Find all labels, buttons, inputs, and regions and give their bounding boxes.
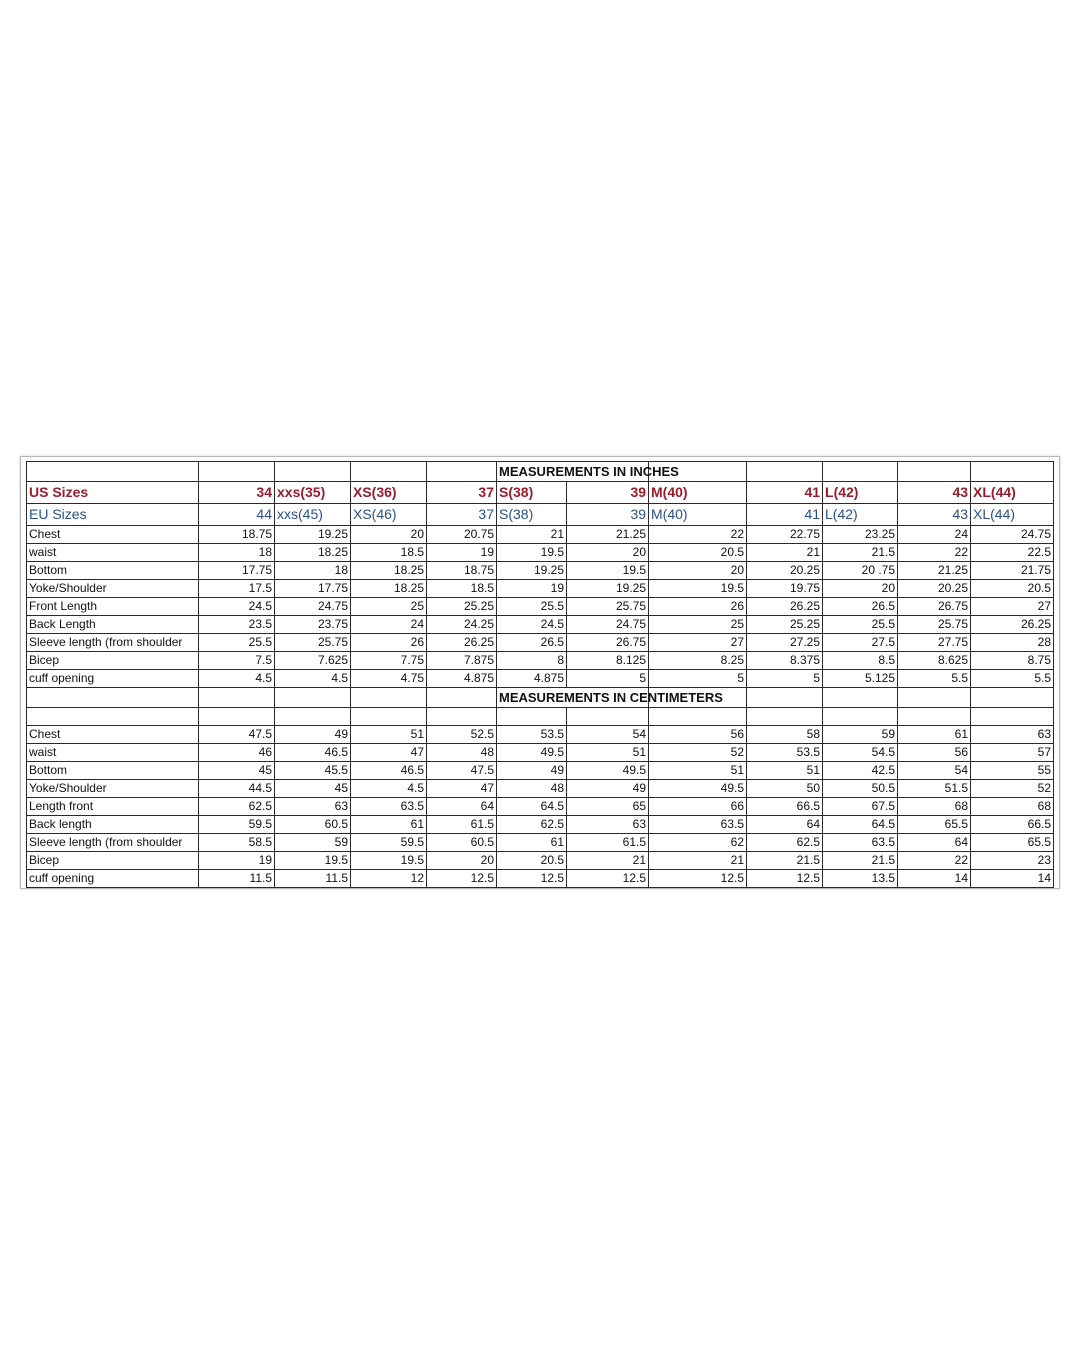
measurement-value: 51 <box>351 726 427 744</box>
measurement-value: 20.5 <box>649 544 747 562</box>
measurement-value: 45 <box>199 762 275 780</box>
measurement-value: 13.5 <box>823 870 898 888</box>
measurement-label: Sleeve length (from shoulder <box>27 834 199 852</box>
measurement-value: 58 <box>747 726 823 744</box>
measurement-row <box>27 744 1054 762</box>
measurement-value: 27.75 <box>898 634 971 652</box>
measurement-value: 19.5 <box>275 852 351 870</box>
measurement-value: 44.5 <box>199 780 275 798</box>
measurement-value: 14 <box>898 870 971 888</box>
measurement-value: 4.5 <box>275 670 351 688</box>
size-chart-body <box>27 462 1054 888</box>
measurement-value: 8.125 <box>567 652 649 670</box>
measurement-value: 18.75 <box>427 562 497 580</box>
measurement-row <box>27 598 1054 616</box>
empty-cell <box>351 462 427 482</box>
measurement-value: 8.75 <box>971 652 1054 670</box>
measurement-value: 7.75 <box>351 652 427 670</box>
measurement-label: Chest <box>27 526 199 544</box>
size-chart-sheet <box>21 457 1059 888</box>
measurement-row <box>27 544 1054 562</box>
measurement-value: 20 <box>823 580 898 598</box>
empty-cell <box>497 708 567 726</box>
measurement-label: waist <box>27 744 199 762</box>
measurement-value: 18.75 <box>199 526 275 544</box>
measurement-value: 63 <box>275 798 351 816</box>
us-size-cell: XL(44) <box>971 482 1054 504</box>
measurement-value: 24 <box>898 526 971 544</box>
empty-cell <box>898 688 971 708</box>
measurement-value: 25.75 <box>567 598 649 616</box>
empty-cell <box>823 462 898 482</box>
measurement-value: 25.5 <box>497 598 567 616</box>
measurement-value: 51.5 <box>898 780 971 798</box>
empty-cell <box>747 688 823 708</box>
eu-size-cell: xxs(45) <box>275 504 351 526</box>
measurement-value: 22.75 <box>747 526 823 544</box>
measurement-value: 22.5 <box>971 544 1054 562</box>
measurement-value: 12.5 <box>649 870 747 888</box>
measurement-value: 19 <box>199 852 275 870</box>
measurement-value: 12 <box>351 870 427 888</box>
empty-cell <box>199 462 275 482</box>
measurement-value: 25.75 <box>898 616 971 634</box>
measurement-value: 52.5 <box>427 726 497 744</box>
measurement-value: 46.5 <box>351 762 427 780</box>
measurement-value: 49 <box>275 726 351 744</box>
us-size-cell: 34 <box>199 482 275 504</box>
measurement-value: 25 <box>351 598 427 616</box>
measurement-value: 59 <box>275 834 351 852</box>
measurement-value: 5.125 <box>823 670 898 688</box>
empty-cell <box>199 708 275 726</box>
measurement-value: 42.5 <box>823 762 898 780</box>
measurement-value: 17.75 <box>275 580 351 598</box>
measurement-value: 8.375 <box>747 652 823 670</box>
measurement-value: 19 <box>427 544 497 562</box>
measurement-label: Bottom <box>27 562 199 580</box>
eu-size-cell: XS(46) <box>351 504 427 526</box>
measurement-label: Front Length <box>27 598 199 616</box>
us-size-cell: XS(36) <box>351 482 427 504</box>
measurement-value: 8 <box>497 652 567 670</box>
measurement-value: 51 <box>567 744 649 762</box>
measurement-value: 66.5 <box>747 798 823 816</box>
measurement-value: 26.5 <box>497 634 567 652</box>
measurement-value: 21 <box>567 852 649 870</box>
us-size-cell: 43 <box>898 482 971 504</box>
measurement-value: 49.5 <box>567 762 649 780</box>
measurement-label: waist <box>27 544 199 562</box>
empty-cell <box>351 708 427 726</box>
measurement-value: 21.75 <box>971 562 1054 580</box>
measurement-value: 7.875 <box>427 652 497 670</box>
measurement-value: 63 <box>971 726 1054 744</box>
measurement-value: 25.5 <box>823 616 898 634</box>
empty-cell <box>275 708 351 726</box>
measurement-row <box>27 870 1054 888</box>
us-size-cell: M(40) <box>649 482 747 504</box>
us-size-cell: xxs(35) <box>275 482 351 504</box>
measurement-value: 45.5 <box>275 762 351 780</box>
measurement-value: 60.5 <box>275 816 351 834</box>
measurement-value: 64 <box>898 834 971 852</box>
measurement-value: 63.5 <box>649 816 747 834</box>
measurement-value: 48 <box>427 744 497 762</box>
measurement-value: 5 <box>649 670 747 688</box>
measurement-value: 23.75 <box>275 616 351 634</box>
empty-cell <box>898 462 971 482</box>
empty-cell <box>27 688 199 708</box>
measurement-row <box>27 834 1054 852</box>
measurement-value: 65 <box>567 798 649 816</box>
measurement-label: Bottom <box>27 762 199 780</box>
empty-cell <box>427 688 497 708</box>
measurement-row <box>27 580 1054 598</box>
measurement-value: 19.5 <box>649 580 747 598</box>
empty-cell <box>27 708 199 726</box>
measurement-value: 18.5 <box>427 580 497 598</box>
measurement-value: 4.875 <box>497 670 567 688</box>
empty-cell <box>971 688 1054 708</box>
measurement-value: 65.5 <box>971 834 1054 852</box>
measurement-value: 58.5 <box>199 834 275 852</box>
empty-cell <box>275 688 351 708</box>
measurement-value: 47 <box>427 780 497 798</box>
measurement-value: 61 <box>497 834 567 852</box>
measurement-value: 8.625 <box>898 652 971 670</box>
eu-size-cell: 43 <box>898 504 971 526</box>
measurement-value: 51 <box>649 762 747 780</box>
measurement-value: 5.5 <box>898 670 971 688</box>
measurement-value: 61 <box>898 726 971 744</box>
measurement-value: 23.25 <box>823 526 898 544</box>
measurement-value: 26.25 <box>427 634 497 652</box>
measurement-value: 27.25 <box>747 634 823 652</box>
measurement-value: 62.5 <box>497 816 567 834</box>
measurement-value: 18.25 <box>275 544 351 562</box>
empty-cell <box>649 708 747 726</box>
measurement-value: 19.25 <box>497 562 567 580</box>
measurement-value: 24.75 <box>971 526 1054 544</box>
section-title: MEASUREMENTS IN INCHES <box>497 462 649 482</box>
measurement-value: 19.5 <box>497 544 567 562</box>
measurement-value: 23.5 <box>199 616 275 634</box>
measurement-value: 19.75 <box>747 580 823 598</box>
measurement-label: cuff opening <box>27 670 199 688</box>
us-size-cell: 37 <box>427 482 497 504</box>
measurement-value: 25.25 <box>427 598 497 616</box>
measurement-value: 57 <box>971 744 1054 762</box>
measurement-value: 20 <box>427 852 497 870</box>
measurement-value: 62.5 <box>199 798 275 816</box>
eu-size-cell: L(42) <box>823 504 898 526</box>
eu-size-cell: 39 <box>567 504 649 526</box>
measurement-value: 59.5 <box>351 834 427 852</box>
measurement-value: 64 <box>747 816 823 834</box>
eu-sizes-row-label: EU Sizes <box>27 504 199 526</box>
measurement-value: 63.5 <box>823 834 898 852</box>
empty-cell <box>427 708 497 726</box>
measurement-value: 64 <box>427 798 497 816</box>
measurement-value: 24.5 <box>497 616 567 634</box>
measurement-label: Bicep <box>27 852 199 870</box>
measurement-value: 25.25 <box>747 616 823 634</box>
measurement-value: 27.5 <box>823 634 898 652</box>
measurement-value: 56 <box>898 744 971 762</box>
measurement-value: 26.5 <box>823 598 898 616</box>
measurement-value: 66.5 <box>971 816 1054 834</box>
measurement-value: 50 <box>747 780 823 798</box>
us-sizes-row-label: US Sizes <box>27 482 199 504</box>
measurement-row <box>27 634 1054 652</box>
empty-cell <box>747 462 823 482</box>
empty-cell <box>823 688 898 708</box>
measurement-value: 54 <box>567 726 649 744</box>
measurement-value: 8.25 <box>649 652 747 670</box>
measurement-value: 26 <box>351 634 427 652</box>
measurement-value: 8.5 <box>823 652 898 670</box>
measurement-value: 53.5 <box>747 744 823 762</box>
measurement-value: 55 <box>971 762 1054 780</box>
measurement-value: 20 <box>649 562 747 580</box>
measurement-value: 26.75 <box>898 598 971 616</box>
us-size-cell: L(42) <box>823 482 898 504</box>
measurement-value: 27 <box>971 598 1054 616</box>
measurement-label: Yoke/Shoulder <box>27 580 199 598</box>
measurement-value: 7.625 <box>275 652 351 670</box>
measurement-value: 25.5 <box>199 634 275 652</box>
measurement-value: 21.5 <box>823 852 898 870</box>
blank-row <box>27 708 1054 726</box>
measurement-value: 61.5 <box>567 834 649 852</box>
size-chart-table <box>26 461 1054 888</box>
measurement-row <box>27 816 1054 834</box>
measurement-value: 12.5 <box>427 870 497 888</box>
measurement-value: 24.75 <box>567 616 649 634</box>
eu-sizes-row <box>27 504 1054 526</box>
measurement-value: 18 <box>199 544 275 562</box>
measurement-value: 22 <box>649 526 747 544</box>
measurement-value: 61.5 <box>427 816 497 834</box>
measurement-value: 20 <box>351 526 427 544</box>
measurement-row <box>27 562 1054 580</box>
measurement-value: 24.75 <box>275 598 351 616</box>
measurement-row <box>27 852 1054 870</box>
measurement-value: 4.75 <box>351 670 427 688</box>
us-sizes-row <box>27 482 1054 504</box>
measurement-value: 19.5 <box>351 852 427 870</box>
eu-size-cell: M(40) <box>649 504 747 526</box>
measurement-value: 20 <box>567 544 649 562</box>
measurement-label: Chest <box>27 726 199 744</box>
measurement-value: 26.75 <box>567 634 649 652</box>
measurement-value: 17.75 <box>199 562 275 580</box>
measurement-value: 47.5 <box>427 762 497 780</box>
measurement-value: 19 <box>497 580 567 598</box>
measurement-value: 20.25 <box>747 562 823 580</box>
us-size-cell: S(38) <box>497 482 567 504</box>
measurement-value: 49 <box>497 762 567 780</box>
measurement-label: Sleeve length (from shoulder <box>27 634 199 652</box>
measurement-value: 12.5 <box>747 870 823 888</box>
measurement-value: 24.25 <box>427 616 497 634</box>
measurement-value: 19.5 <box>567 562 649 580</box>
measurement-value: 5.5 <box>971 670 1054 688</box>
measurement-label: Back Length <box>27 616 199 634</box>
measurement-value: 54 <box>898 762 971 780</box>
empty-cell <box>567 708 649 726</box>
measurement-value: 65.5 <box>898 816 971 834</box>
empty-cell <box>747 708 823 726</box>
measurement-label: Yoke/Shoulder <box>27 780 199 798</box>
us-size-cell: 39 <box>567 482 649 504</box>
empty-cell <box>351 688 427 708</box>
measurement-value: 47 <box>351 744 427 762</box>
measurement-value: 22 <box>898 852 971 870</box>
measurement-value: 66 <box>649 798 747 816</box>
measurement-value: 59 <box>823 726 898 744</box>
measurement-value: 68 <box>971 798 1054 816</box>
measurement-value: 18.25 <box>351 580 427 598</box>
us-size-cell: 41 <box>747 482 823 504</box>
empty-cell <box>898 708 971 726</box>
measurement-value: 19.25 <box>567 580 649 598</box>
measurement-value: 48 <box>497 780 567 798</box>
measurement-label: Bicep <box>27 652 199 670</box>
measurement-value: 49 <box>567 780 649 798</box>
measurement-value: 50.5 <box>823 780 898 798</box>
eu-size-cell: XL(44) <box>971 504 1054 526</box>
eu-size-cell: 44 <box>199 504 275 526</box>
measurement-value: 60.5 <box>427 834 497 852</box>
measurement-value: 20.5 <box>497 852 567 870</box>
empty-cell <box>823 708 898 726</box>
measurement-value: 68 <box>898 798 971 816</box>
measurement-value: 63.5 <box>351 798 427 816</box>
measurement-value: 25 <box>649 616 747 634</box>
measurement-value: 20.25 <box>898 580 971 598</box>
measurement-value: 53.5 <box>497 726 567 744</box>
measurement-value: 23 <box>971 852 1054 870</box>
measurement-row <box>27 762 1054 780</box>
measurement-value: 51 <box>747 762 823 780</box>
measurement-value: 19.25 <box>275 526 351 544</box>
empty-cell <box>275 462 351 482</box>
measurement-value: 62 <box>649 834 747 852</box>
measurement-value: 24.5 <box>199 598 275 616</box>
measurement-value: 20.5 <box>971 580 1054 598</box>
empty-cell <box>199 688 275 708</box>
measurement-value: 21 <box>649 852 747 870</box>
measurement-value: 52 <box>971 780 1054 798</box>
measurement-value: 18.25 <box>351 562 427 580</box>
measurement-value: 21.5 <box>747 852 823 870</box>
measurement-label: Length front <box>27 798 199 816</box>
empty-cell <box>971 708 1054 726</box>
measurement-value: 21.25 <box>567 526 649 544</box>
section-title-row <box>27 688 1054 708</box>
measurement-value: 45 <box>275 780 351 798</box>
measurement-row <box>27 652 1054 670</box>
measurement-value: 5 <box>567 670 649 688</box>
measurement-value: 54.5 <box>823 744 898 762</box>
measurement-value: 5 <box>747 670 823 688</box>
measurement-row <box>27 616 1054 634</box>
measurement-value: 11.5 <box>275 870 351 888</box>
measurement-value: 59.5 <box>199 816 275 834</box>
measurement-value: 64.5 <box>823 816 898 834</box>
section-title-row <box>27 462 1054 482</box>
measurement-value: 21.25 <box>898 562 971 580</box>
measurement-value: 49.5 <box>649 780 747 798</box>
measurement-value: 7.5 <box>199 652 275 670</box>
empty-cell <box>427 462 497 482</box>
measurement-row <box>27 798 1054 816</box>
measurement-value: 11.5 <box>199 870 275 888</box>
measurement-value: 4.875 <box>427 670 497 688</box>
measurement-value: 49.5 <box>497 744 567 762</box>
measurement-value: 27 <box>649 634 747 652</box>
measurement-value: 61 <box>351 816 427 834</box>
measurement-value: 63 <box>567 816 649 834</box>
section-title: MEASUREMENTS IN CENTIMETERS <box>497 688 649 708</box>
measurement-row <box>27 526 1054 544</box>
measurement-row <box>27 670 1054 688</box>
measurement-value: 20.75 <box>427 526 497 544</box>
measurement-value: 24 <box>351 616 427 634</box>
measurement-value: 56 <box>649 726 747 744</box>
measurement-value: 26 <box>649 598 747 616</box>
measurement-value: 46 <box>199 744 275 762</box>
measurement-value: 17.5 <box>199 580 275 598</box>
measurement-value: 62.5 <box>747 834 823 852</box>
measurement-row <box>27 726 1054 744</box>
measurement-value: 18.5 <box>351 544 427 562</box>
measurement-value: 4.5 <box>199 670 275 688</box>
measurement-value: 47.5 <box>199 726 275 744</box>
measurement-label: Back length <box>27 816 199 834</box>
measurement-value: 12.5 <box>497 870 567 888</box>
measurement-value: 22 <box>898 544 971 562</box>
measurement-value: 25.75 <box>275 634 351 652</box>
measurement-value: 28 <box>971 634 1054 652</box>
measurement-value: 4.5 <box>351 780 427 798</box>
measurement-value: 67.5 <box>823 798 898 816</box>
measurement-value: 46.5 <box>275 744 351 762</box>
eu-size-cell: S(38) <box>497 504 567 526</box>
measurement-label: cuff opening <box>27 870 199 888</box>
eu-size-cell: 37 <box>427 504 497 526</box>
measurement-value: 52 <box>649 744 747 762</box>
measurement-value: 12.5 <box>567 870 649 888</box>
measurement-row <box>27 780 1054 798</box>
empty-cell <box>971 462 1054 482</box>
measurement-value: 64.5 <box>497 798 567 816</box>
measurement-value: 26.25 <box>747 598 823 616</box>
measurement-value: 18 <box>275 562 351 580</box>
measurement-value: 20 .75 <box>823 562 898 580</box>
measurement-value: 21.5 <box>823 544 898 562</box>
empty-cell <box>27 462 199 482</box>
measurement-value: 26.25 <box>971 616 1054 634</box>
measurement-value: 14 <box>971 870 1054 888</box>
measurement-value: 21 <box>747 544 823 562</box>
measurement-value: 21 <box>497 526 567 544</box>
eu-size-cell: 41 <box>747 504 823 526</box>
